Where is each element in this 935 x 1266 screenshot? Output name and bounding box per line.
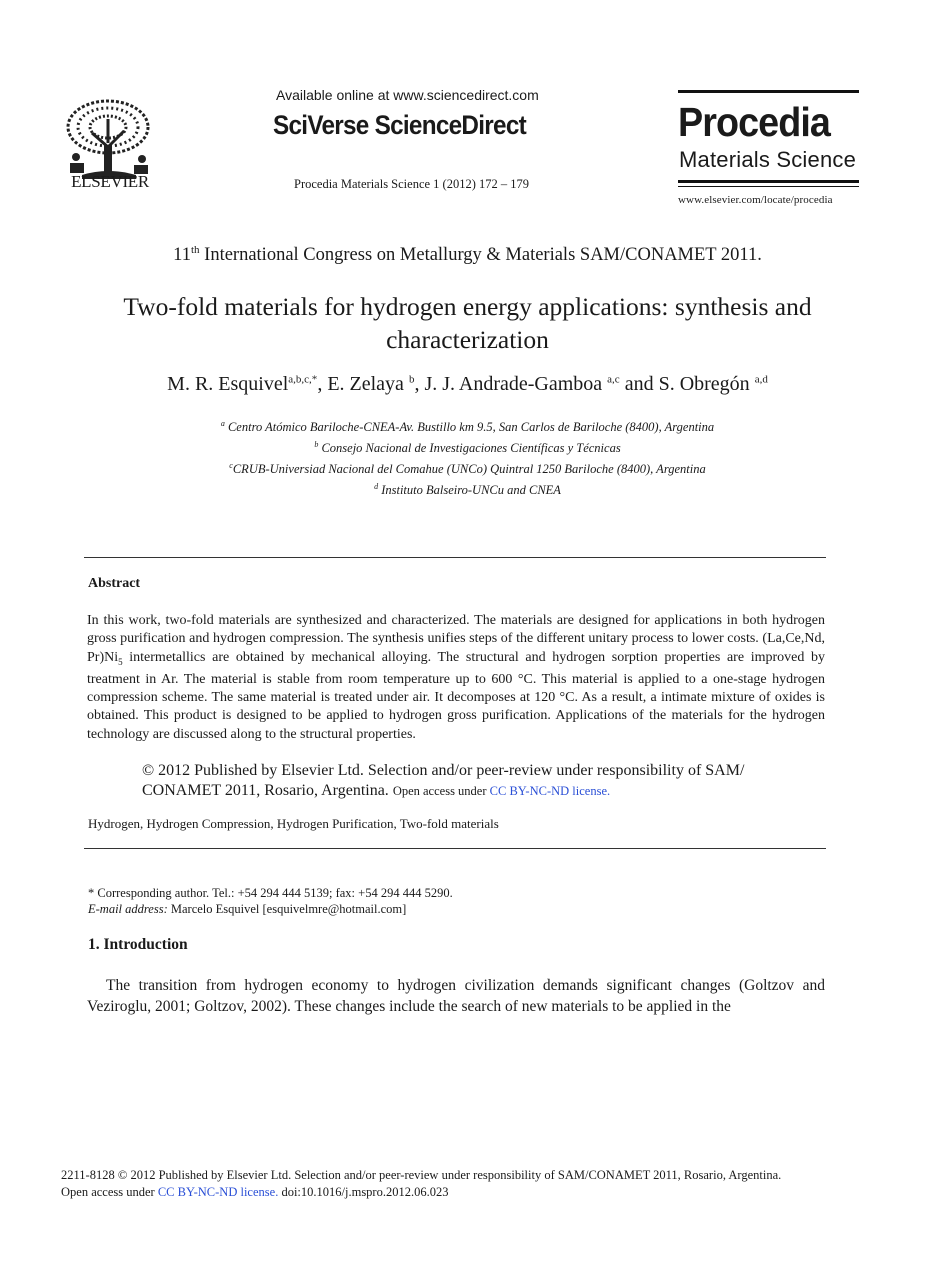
email-line (88, 901, 453, 917)
copyright-text: © 2012 Published by Elsevier Ltd. Selection and/or peer-review under responsibility of SAM/ CONAMET 2011, Rosario, Argentina. (142, 762, 745, 799)
abstract-part-2: intermetallics are obtained by mechanical alloying. The structural and hydrogen sorption properties are improved by treatment in Ar. The material is stable from room temperature up to 600 °C. This material is applied to a one-stage hydrogen compression scheme. The same material is treated under air. It decomposes at 120 °C. As a result, a intimate mixture of oxides is obtained. This product is designed to be applied to hydrogen gross purification. Applications of the materials for the hydrogen technology are discussed along to the structural properties. (87, 649, 825, 742)
email-value: Marcelo Esquivel [esquivelmre@hotmail.com] (167, 902, 407, 916)
abstract-text (87, 612, 825, 744)
congress-line (0, 244, 935, 266)
available-online-text: Available online at www.sciencedirect.com (276, 87, 539, 103)
author-affiliation-marks: a,d (754, 373, 768, 386)
footer-doi: doi:10.1016/j.mspro.2012.06.023 (278, 1185, 449, 1199)
author-separator: , (317, 373, 328, 395)
journal-url: www.elsevier.com/locate/procedia (678, 194, 833, 206)
open-access-label: Open access under (392, 784, 490, 798)
corresponding-contact: * Corresponding author. Tel.: +54 294 444 5139; fax: +54 294 444 5290. (88, 886, 453, 900)
affiliation-item (0, 436, 935, 457)
procedia-rule-bottom (678, 180, 859, 183)
affiliation-text: CRUB-Universiad Nacional del Comahue (UNCo) Quintral 1250 Bariloche (8400), Argentina (232, 462, 706, 477)
procedia-rule-top (678, 90, 859, 93)
affiliation-mark: b (314, 440, 319, 450)
abstract-top-divider (84, 557, 826, 558)
congress-number: 11 (173, 245, 191, 266)
author-affiliation-marks: a,b,c,* (288, 373, 318, 386)
affiliation-item (0, 478, 935, 499)
footer-doi-line (61, 1185, 448, 1200)
section-heading-introduction: 1. Introduction (88, 936, 188, 953)
publisher-name: ELSEVIER (71, 172, 149, 191)
footer-issn-line: 2211-8128 © 2012 Published by Elsevier Ltd. Selection and/or peer-review under responsibility of SAM/CONAMET 2011, Rosario, Argentina. (61, 1168, 782, 1182)
affiliation-text: Instituto Balseiro-UNCu and CNEA (378, 483, 561, 498)
affiliation-text: Consejo Nacional de Investigaciones Científicas y Técnicas (318, 441, 621, 456)
congress-ordinal-suffix: th (190, 244, 200, 256)
keywords: Hydrogen, Hydrogen Compression, Hydrogen Purification, Two-fold materials (88, 816, 499, 831)
sciverse-sciencedirect-logo: SciVerse ScienceDirect (273, 110, 526, 140)
author-name: J. J. Andrade-Gamboa (424, 373, 608, 395)
paper-title: Two-fold materials for hydrogen energy applications: synthesis and characterization (123, 292, 812, 354)
author-separator: , (414, 373, 425, 395)
author-name: S. Obregón (658, 373, 755, 395)
procedia-subtitle: Materials Science (679, 147, 857, 172)
footer-open-access-label: Open access under (61, 1185, 158, 1199)
affiliation-mark: c (229, 461, 233, 471)
introduction-paragraph: The transition from hydrogen economy to hydrogen civilization demands significant changes (Goltzov and Veziroglu, 2001; Goltzov, 2002). These changes include the search of new materials to be applied in the (87, 977, 825, 1015)
abstract-subscript: 5 (118, 656, 123, 667)
author-separator: and (619, 373, 659, 395)
affiliation-mark: d (374, 482, 379, 492)
affiliation-mark: a (220, 419, 225, 428)
author-affiliation-marks: b (408, 373, 415, 386)
procedia-rule-thin (678, 186, 859, 187)
footer-license-link[interactable]: CC BY-NC-ND license. (157, 1185, 279, 1199)
author-name: M. R. Esquivel (167, 373, 289, 395)
affiliation-text: Centro Atómico Bariloche-CNEA-Av. Bustillo km 9.5, San Carlos de Bariloche (8400), Argentina (224, 420, 715, 435)
copyright-statement (142, 761, 802, 801)
license-link[interactable]: CC BY-NC-ND license. (489, 784, 611, 798)
abstract-part-1: In this work, two-fold materials are synthesized and characterized. The materials are designed for applications in both hydrogen gross purification and hydrogen compression. The synthesis unifies steps of the different unitary process to lower costs. (La,Ce,Nd, Pr)Ni (87, 613, 825, 665)
affiliation-list (0, 415, 935, 500)
author-list (0, 373, 935, 396)
author-name: E. Zelaya (327, 373, 409, 395)
procedia-logo: Procedia (678, 99, 830, 145)
affiliation-item (0, 457, 935, 478)
email-label: E-mail address: (88, 902, 168, 916)
author-affiliation-marks: a,c (607, 373, 620, 386)
abstract-bottom-divider (84, 848, 826, 849)
affiliation-item (0, 415, 935, 436)
journal-reference: Procedia Materials Science 1 (2012) 172 – 179 (294, 177, 530, 191)
congress-text: International Congress on Metallurgy & Materials SAM/CONAMET 2011. (199, 245, 762, 266)
corresponding-author-footnote (88, 885, 453, 917)
abstract-heading: Abstract (88, 576, 141, 591)
